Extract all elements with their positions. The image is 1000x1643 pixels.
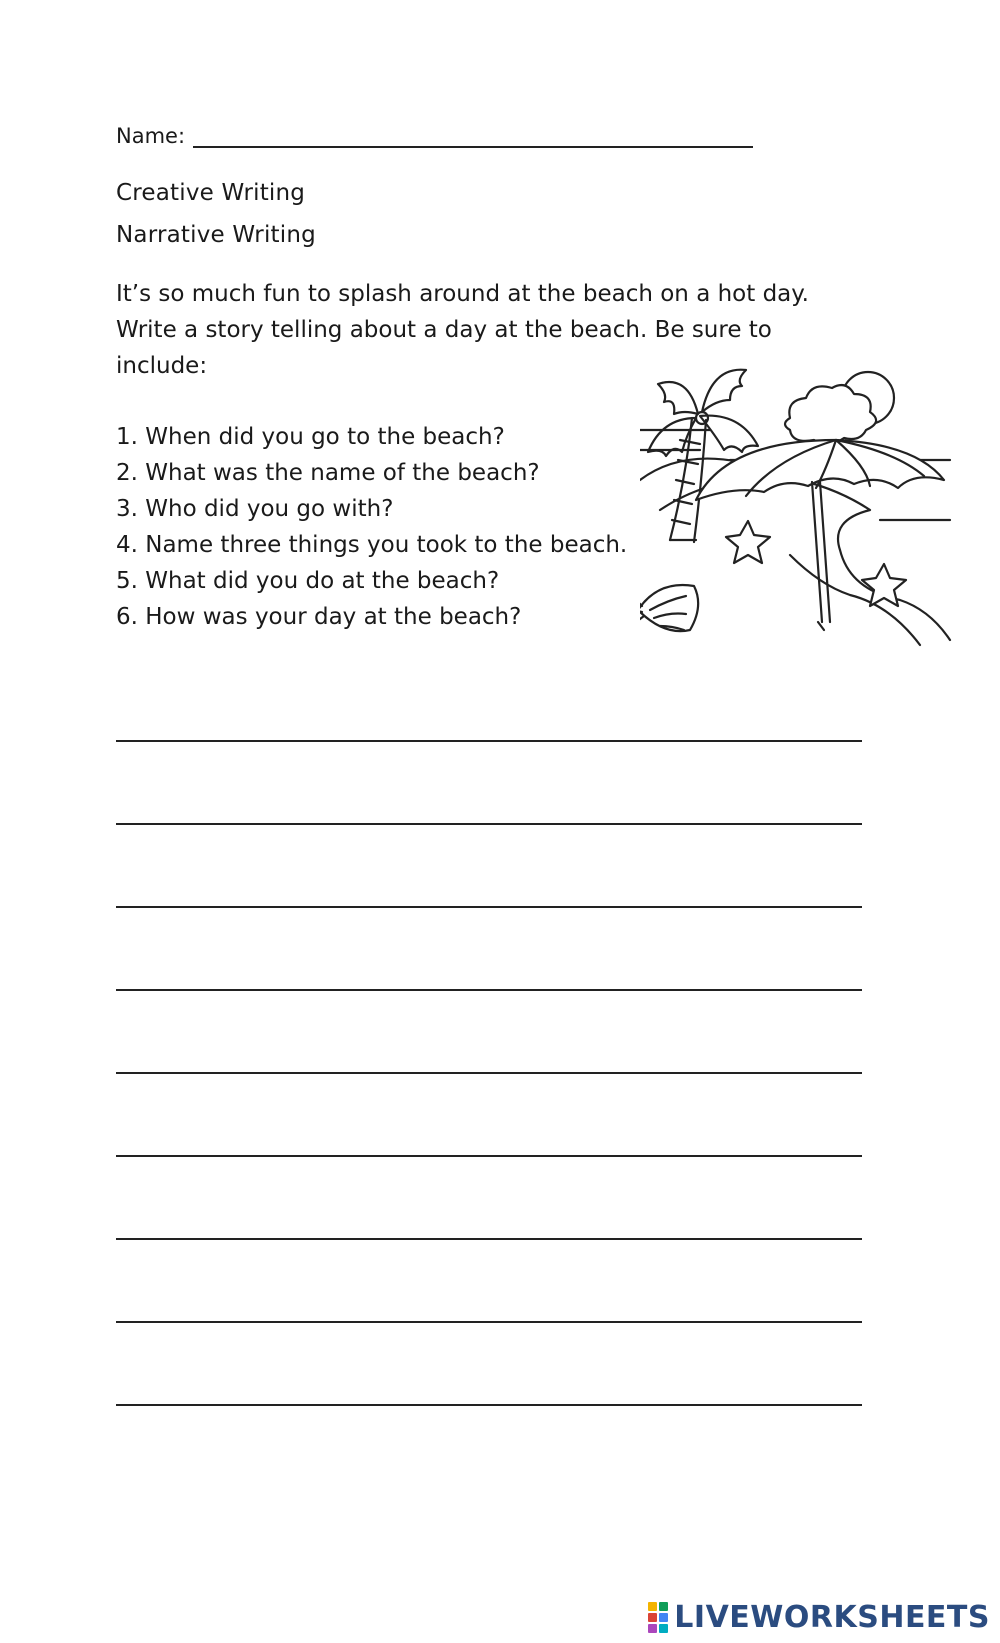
writing-line[interactable] (116, 1404, 862, 1406)
question-item: 2. What was the name of the beach? (116, 460, 540, 486)
question-item: 5. What did you do at the beach? (116, 568, 500, 594)
name-row (116, 124, 753, 148)
name-input-line[interactable] (193, 124, 753, 148)
question-item: 4. Name three things you took to the beach. (116, 532, 628, 558)
intro-paragraph: It’s so much fun to splash around at the beach on a hot day. Write a story telling about a day at the beach. Be sure to include: (116, 281, 809, 379)
question-item: 1. When did you go to the beach? (116, 424, 505, 450)
name-label: Name: (116, 124, 186, 148)
worksheet-title: Creative Writing (116, 180, 306, 206)
writing-line[interactable] (116, 906, 862, 908)
beach-scene-icon (640, 360, 960, 670)
writing-line[interactable] (116, 823, 862, 825)
writing-line[interactable] (116, 1238, 862, 1240)
liveworksheets-logo-icon (648, 1602, 668, 1633)
writing-line[interactable] (116, 1321, 862, 1323)
question-item: 6. How was your day at the beach? (116, 604, 522, 630)
writing-line[interactable] (116, 1155, 862, 1157)
worksheet-subtitle: Narrative Writing (116, 222, 316, 248)
writing-line[interactable] (116, 1072, 862, 1074)
writing-lines (116, 740, 862, 1487)
liveworksheets-logo (648, 1600, 990, 1635)
logo-text: LIVEWORKSHEETS (674, 1600, 990, 1635)
question-item: 3. Who did you go with? (116, 496, 394, 522)
writing-line[interactable] (116, 740, 862, 742)
question-list (116, 419, 627, 635)
writing-line[interactable] (116, 989, 862, 991)
